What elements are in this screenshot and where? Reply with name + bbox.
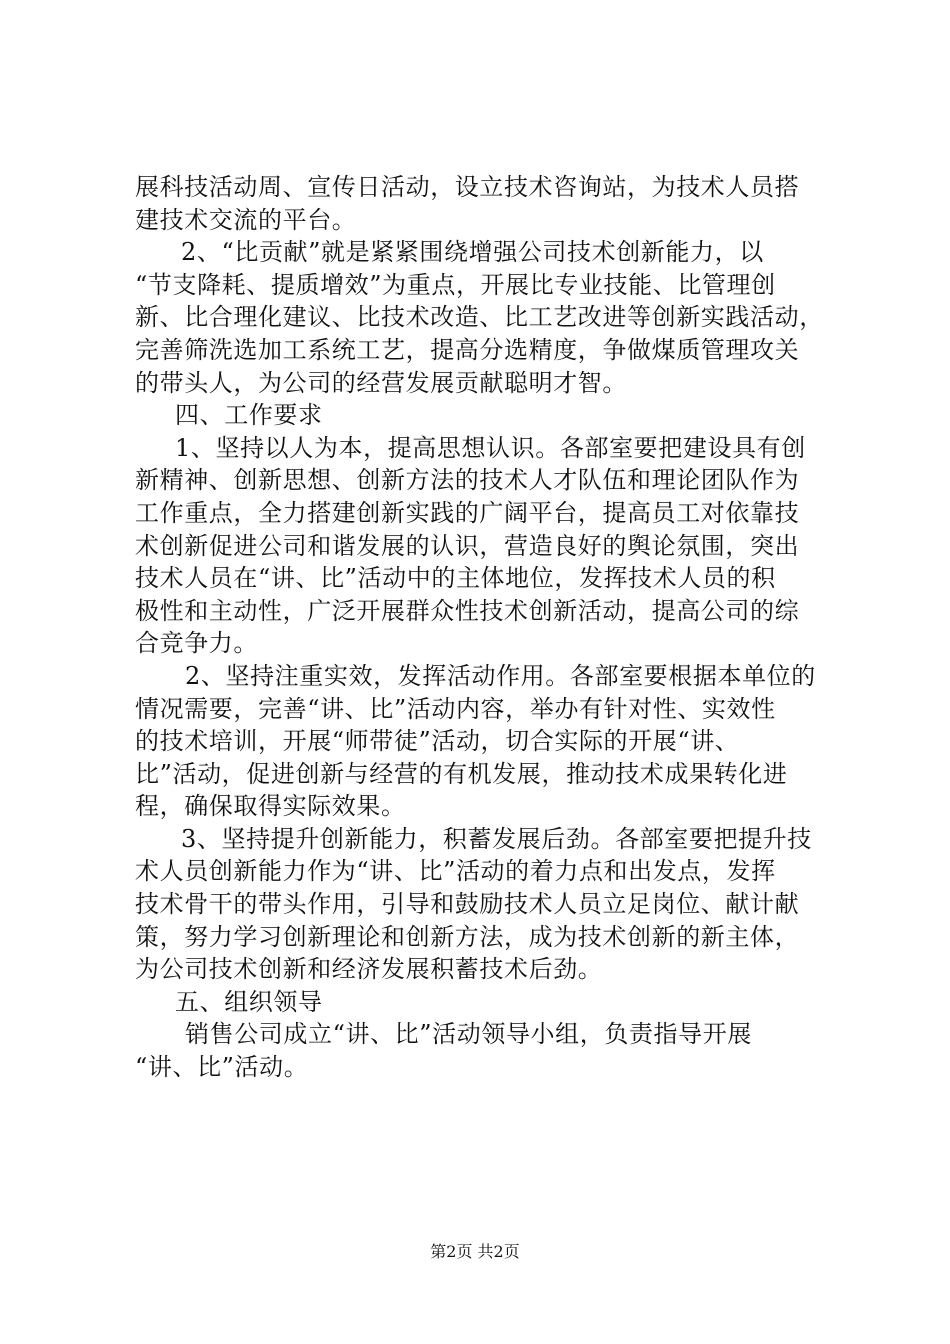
section-heading: 四、工作要求 (175, 401, 323, 430)
text-line: 新、比合理化建议、比技术改造、比工艺改进等创新实践活动， (135, 303, 824, 332)
page-number: 第2页 共2页 (430, 1242, 520, 1261)
text-line: 的带头人，为公司的经营发展贡献聪明才智。 (135, 368, 627, 397)
text-line: 展科技活动周、宣传日活动，设立技术咨询站，为技术人员搭 (135, 173, 800, 201)
text-line: 的技术培训，开展“师带徒”活动，切合实际的开展“讲、 (135, 727, 740, 756)
text-line: 新精神、创新思想、创新方法的技术人才队伍和理论团队作为 (135, 466, 800, 495)
text-line: 为公司技术创新和经济发展积蓄技术后劲。 (135, 955, 603, 984)
text-line: 情况需要，完善“讲、比”活动内容，举办有针对性、实效性 (135, 694, 776, 723)
document-body (135, 171, 830, 1084)
text-line: 技术人员在“讲、比”活动中的主体地位，发挥技术人员的积 (135, 564, 776, 593)
text-line: 技术骨干的带头作用，引导和鼓励技术人员立足岗位、献计献 (135, 890, 800, 919)
text-line: 工作重点，全力搭建创新实践的广阔平台，提高员工对依靠技 (135, 498, 800, 527)
paragraph-start: 2、坚持注重实效，发挥活动作用。各部室要根据本单位的 (185, 661, 816, 690)
text-line: 术人员创新能力作为“讲、比”活动的着力点和出发点，发挥 (135, 857, 776, 886)
paragraph-start: 3、坚持提升创新能力，积蓄发展后劲。各部室要把提升技 (181, 824, 812, 853)
text-line: 完善筛洗选加工系统工艺，提高分选精度，争做煤质管理攻关 (135, 335, 800, 364)
paragraph-start: 2、“比贡献”就是紧紧围绕增强公司技术创新能力，以 (181, 238, 764, 267)
text-line: 策，努力学习创新理论和创新方法，成为技术创新的新主体， (135, 922, 800, 951)
text-line: 极性和主动性，广泛开展群众性技术创新活动，提高公司的综 (135, 596, 800, 625)
text-line: “节支降耗、提质增效”为重点，开展比专业技能、比管理创 (135, 270, 776, 299)
text-line: 术创新促进公司和谐发展的认识，营造良好的舆论氛围，突出 (135, 531, 800, 560)
text-line: “讲、比”活动。 (135, 1053, 309, 1082)
text-line: 程，确保取得实际效果。 (135, 792, 406, 821)
paragraph-start: 销售公司成立“讲、比”活动领导小组，负责指导开展 (185, 1020, 752, 1049)
text-line: 建技术交流的平台。 (135, 205, 357, 234)
text-line: 比”活动，促进创新与经营的有机发展，推动技术成果转化进 (135, 759, 788, 788)
paragraph-start: 1、坚持以人为本，提高思想认识。各部室要把建设具有创 (175, 433, 806, 462)
text-line: 合竞争力。 (135, 629, 258, 658)
section-heading: 五、组织领导 (175, 987, 323, 1016)
